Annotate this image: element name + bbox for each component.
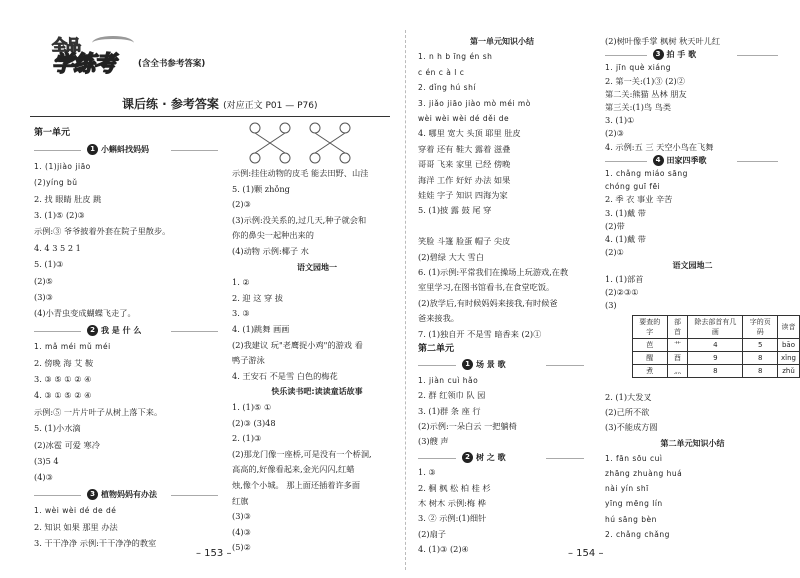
answer-line: 3. ③ bbox=[232, 308, 250, 319]
table-header-cell: 要查的字 bbox=[633, 316, 668, 339]
answer-line: 4. (1)跳舞 画画 bbox=[232, 324, 290, 334]
section-rule bbox=[605, 161, 647, 162]
banner-range: (对应正文 P01 — P76) bbox=[223, 101, 318, 111]
table-cell: 煮 bbox=[633, 365, 668, 378]
page-number-right: – 154 – bbox=[568, 548, 604, 559]
table-cell: 艹 bbox=[667, 339, 688, 352]
answer-line: (2)③ bbox=[232, 199, 251, 210]
section-heading bbox=[462, 359, 506, 370]
center-heading: 语文园地二 bbox=[672, 261, 713, 271]
answer-line: 1. jīn què xiáng bbox=[605, 63, 671, 73]
answer-line: 1. ② bbox=[232, 277, 250, 288]
section-rule bbox=[418, 365, 456, 366]
answer-line: (4)动物 示例:椰子 水 bbox=[232, 246, 309, 256]
answer-line: 1. chǎng miáo sāng bbox=[605, 169, 688, 178]
table-header-cell: 字的页码 bbox=[743, 316, 778, 339]
table-cell: bāo bbox=[777, 339, 799, 352]
answer-line: (2)③ bbox=[605, 128, 624, 139]
table-cell: 5 bbox=[743, 339, 778, 352]
unit-heading: 第二单元 bbox=[418, 344, 455, 354]
answer-line: (2)冰雹 可爱 寒冷 bbox=[34, 439, 100, 450]
answer-line: (3) bbox=[605, 300, 617, 310]
answer-line: 你的鼻尖一起种出来的 bbox=[232, 230, 314, 241]
center-divider bbox=[405, 30, 406, 570]
section-number-badge: 4 bbox=[653, 155, 664, 166]
answer-line: 5. (1)③ bbox=[34, 259, 64, 270]
table-row bbox=[633, 365, 800, 378]
answer-line: 1. n h b īng én sh bbox=[418, 52, 493, 62]
answer-line: 2. 知识 如果 那里 办法 bbox=[34, 521, 118, 532]
answer-line: (5)② bbox=[232, 542, 251, 553]
banner-title: 课后练 · 参考答案 bbox=[122, 97, 219, 111]
answer-line: 5. (1)披 露 鼓 尾 穿 bbox=[418, 205, 492, 216]
table-cell: 酉 bbox=[667, 352, 688, 365]
section-number-badge: 1 bbox=[87, 144, 98, 155]
answer-line: 1. wèi wèi dé de dé bbox=[34, 506, 117, 516]
answer-line: 穿着 还有 鞋大 露着 滋叠 bbox=[418, 143, 511, 154]
table-header-cell: 读音 bbox=[777, 316, 799, 339]
answer-line: (3)艘 声 bbox=[418, 436, 449, 447]
answer-line: wèi wèi wèi dé děi de bbox=[418, 114, 510, 123]
answer-line: 3. jiǎo jiāo jiào mò méi mò bbox=[418, 98, 531, 108]
answer-line: 2. dǐng hú shí bbox=[418, 83, 476, 93]
logo-top: 全品 bbox=[52, 36, 81, 54]
answer-line: 2. (1)大发叉 bbox=[605, 392, 652, 402]
answer-line: 6. (1)示例:平常我们在操场上玩游戏,在教 bbox=[418, 267, 569, 277]
table-cell: 醒 bbox=[633, 352, 668, 365]
answer-line: 4. 示例:五 三 天空小鸟在飞舞 bbox=[605, 141, 714, 152]
section-rule bbox=[34, 495, 81, 496]
matching-illustration bbox=[245, 118, 395, 168]
answer-line: (2)那龙门像一座桥,可是没有一个桥洞, bbox=[232, 448, 372, 459]
answer-line: 1. mǎ méi mǔ méi bbox=[34, 342, 111, 352]
answer-line: 4. ③ ① ⑤ ② ④ bbox=[34, 390, 92, 401]
answer-line: 2. chǎng chǎng bbox=[605, 529, 670, 539]
section-rule bbox=[418, 458, 456, 459]
answer-line: 笑脸 斗篷 脸蛋 帽子 尖皮 bbox=[418, 236, 511, 247]
section-heading bbox=[653, 155, 707, 166]
section-rule bbox=[34, 331, 81, 332]
answer-line: 娃娃 字子 知识 四海为家 bbox=[418, 190, 508, 200]
answer-line: (2)③ (3)48 bbox=[232, 417, 276, 428]
answer-line: 爸来接我。 bbox=[418, 313, 459, 324]
answer-line: (4)③ bbox=[34, 472, 53, 483]
answer-line: nài yín shī bbox=[605, 484, 649, 494]
answer-line: (3)不能成方圆 bbox=[605, 422, 658, 433]
answer-line: 3. (1)⑤ (2)③ bbox=[34, 210, 85, 220]
answer-line: (2)示例:一朵白云 一把躺椅 bbox=[418, 421, 517, 431]
answer-line: (2)放学后,有时候妈妈来接我,有时候爸 bbox=[418, 297, 558, 308]
answer-line: 海洋 工作 好好 办法 如果 bbox=[418, 174, 511, 185]
answer-line: 2. 第一关:(1)③ (2)② bbox=[605, 75, 685, 86]
answer-line: 4. (1)③ (2)④ bbox=[418, 544, 469, 555]
table-cell: zhǔ bbox=[777, 365, 799, 378]
answer-line: 1. (1)⑤ ① bbox=[232, 402, 272, 412]
answer-line: 烛,像个小城。 那上面还插着许多面 bbox=[232, 480, 361, 490]
answer-line: 2. 季 衣 事业 辛苦 bbox=[605, 194, 673, 205]
banner bbox=[122, 95, 317, 112]
section-title: 田家四季歌 bbox=[666, 155, 707, 165]
dictionary-table bbox=[632, 315, 800, 378]
answer-line: 4. 哪里 宽大 头顶 耶里 肚皮 bbox=[418, 128, 521, 139]
section-rule bbox=[546, 458, 584, 459]
answer-line: (3)③ bbox=[34, 292, 53, 302]
section-title: 树 之 歌 bbox=[476, 452, 506, 462]
section-heading bbox=[462, 452, 506, 463]
answer-line: zhāng zhuàng huá bbox=[605, 469, 683, 478]
table-cell: 8 bbox=[688, 365, 743, 378]
answer-line: (2)带 bbox=[605, 220, 625, 231]
answer-line: 3. ③ ⑤ ① ② ④ bbox=[34, 374, 92, 384]
answer-line: 2. 群 红领巾 队 园 bbox=[418, 390, 486, 401]
section-number-badge: 3 bbox=[87, 489, 98, 500]
answer-line: yīng mēng lín bbox=[605, 499, 663, 509]
answer-line: 红旗 bbox=[232, 495, 249, 506]
answer-line: (3)示例:没关系的,过几天,种子就会和 bbox=[232, 214, 367, 225]
table-cell: 4 bbox=[688, 339, 743, 352]
section-number-badge: 2 bbox=[462, 452, 473, 463]
answer-line: 2. 迎 这 穿 拔 bbox=[232, 292, 283, 303]
answer-line: 示例:③ 爷爷披着外套在院子里散步。 bbox=[34, 226, 171, 237]
answer-line: (2)① bbox=[605, 247, 624, 258]
answer-line: (2)扇子 bbox=[418, 528, 446, 539]
answer-line: (2)树叶像手掌 枫树 秋天叶儿红 bbox=[605, 36, 721, 46]
answer-line: 2. (1)③ bbox=[232, 433, 262, 444]
table-cell: 灬 bbox=[667, 365, 688, 378]
table-cell: 8 bbox=[743, 352, 778, 365]
answer-line: 1. (1)部首 bbox=[605, 273, 644, 284]
answer-line: c én c à l c bbox=[418, 67, 465, 77]
answer-line: (3)③ bbox=[232, 511, 251, 522]
section-rule bbox=[737, 55, 779, 56]
page-number-left: – 153 – bbox=[196, 548, 232, 559]
answer-line: 2. 找 眼睛 肚皮 跳 bbox=[34, 193, 102, 204]
answer-line: 鸭子游泳 bbox=[232, 355, 265, 366]
section-title: 植物妈妈有办法 bbox=[101, 489, 157, 499]
answer-line: 木 树木 示例:梅 桦 bbox=[418, 498, 486, 508]
unit-heading: 第一单元 bbox=[34, 128, 71, 138]
answer-line: (2)②③① bbox=[605, 286, 639, 297]
section-rule bbox=[546, 365, 584, 366]
section-number-badge: 2 bbox=[87, 325, 98, 336]
answer-line: (2)己所不欲 bbox=[605, 407, 650, 418]
answer-line: (4)小青虫变成蝴蝶飞走了。 bbox=[34, 308, 136, 319]
answer-line: 3. 干干净净 示例:干干净净的教室 bbox=[34, 538, 157, 548]
answer-line: 3. (1)① bbox=[605, 115, 635, 126]
section-rule bbox=[171, 150, 218, 151]
table-header-cell: 部首 bbox=[667, 316, 688, 339]
logo-tag: (含全书参考答案) bbox=[138, 59, 206, 69]
section-title: 场 景 歌 bbox=[476, 360, 506, 370]
answer-line: 3. (1)群 条 座 行 bbox=[418, 405, 481, 416]
answer-line: 1. ③ bbox=[418, 467, 436, 478]
answer-line: 5. (1)小水滴 bbox=[34, 423, 81, 434]
answer-line: 哥哥 飞来 家里 已经 傍晚 bbox=[418, 159, 511, 170]
section-rule bbox=[605, 55, 647, 56]
answer-line: 1. jiàn cuì hǎo bbox=[418, 375, 479, 385]
answer-line: (2)⑤ bbox=[34, 275, 53, 286]
table-cell: 9 bbox=[688, 352, 743, 365]
section-rule bbox=[34, 150, 81, 151]
logo bbox=[52, 34, 142, 77]
answer-line: (2)碧绿 大大 雪白 bbox=[418, 251, 484, 262]
answer-line: 2. 桐 枫 松 柏 桂 杉 bbox=[418, 482, 491, 493]
section-rule bbox=[737, 161, 779, 162]
section-number-badge: 1 bbox=[462, 359, 473, 370]
answer-line: 第二关:熊猫 丛林 朋友 bbox=[605, 88, 687, 99]
section-heading bbox=[87, 325, 141, 336]
answer-line: 1. fān sōu cuì bbox=[605, 453, 663, 463]
answer-line: 2. 傍晚 海 艾 鞍 bbox=[34, 357, 94, 368]
table-row bbox=[633, 339, 800, 352]
answer-line: 1. (1)jiào jiāo bbox=[34, 161, 91, 171]
answer-line: 高高的,好像看起来,金光闪闪,红蜡 bbox=[232, 464, 355, 475]
section-number-badge: 3 bbox=[653, 49, 664, 60]
table-cell: 8 bbox=[743, 365, 778, 378]
answer-line: 室里学习,在图书馆看书,在食堂吃饭。 bbox=[418, 282, 555, 293]
answer-line: 3. (1)戴 带 bbox=[605, 207, 646, 218]
section-heading bbox=[87, 489, 157, 500]
section-title: 小蝌蚪找妈妈 bbox=[101, 145, 149, 155]
section-heading bbox=[653, 49, 697, 60]
answer-line: 3. ② 示例:(1)细针 bbox=[418, 513, 487, 524]
center-heading: 第二单元知识小结 bbox=[660, 438, 725, 448]
answer-line: (2)yíng bǔ bbox=[34, 178, 78, 188]
answer-line: (3)5 4 bbox=[34, 456, 59, 466]
section-rule bbox=[171, 331, 218, 332]
table-header-cell: 除去部首有几画 bbox=[688, 316, 743, 339]
plant-icon bbox=[250, 123, 350, 163]
section-heading bbox=[87, 144, 149, 155]
answer-line: hú sāng bèn bbox=[605, 514, 657, 524]
answer-line: (4)③ bbox=[232, 526, 251, 537]
answer-line: 5. (1)颗 zhǒng bbox=[232, 183, 290, 194]
center-heading: 快乐读书吧:读读童话故事 bbox=[271, 387, 363, 397]
section-title: 拍 手 歌 bbox=[666, 50, 697, 60]
answer-line: 4. (1)戴 带 bbox=[605, 234, 646, 244]
answer-line: chóng guī fēi bbox=[605, 182, 661, 192]
table-cell: 芭 bbox=[633, 339, 668, 352]
table-cell: xǐng bbox=[777, 352, 799, 365]
answer-line: (2)我建议 玩"老鹰捉小鸡"的游戏 看 bbox=[232, 339, 363, 350]
table-row bbox=[633, 352, 800, 365]
section-rule bbox=[171, 495, 218, 496]
answer-line: 示例:⑤ 一片片叶子从树上落下来。 bbox=[34, 406, 163, 417]
banner-rule bbox=[30, 116, 390, 117]
answer-line: 4. 王安石 不是雪 白色的梅花 bbox=[232, 370, 338, 381]
center-heading: 第一单元知识小结 bbox=[470, 37, 534, 46]
answer-line: 第三关:(1)鸟 鸟类 bbox=[605, 102, 672, 112]
answer-line: 4. 4 3 5 2 1 bbox=[34, 242, 81, 253]
center-heading: 语文园地一 bbox=[297, 262, 337, 272]
logo-main: 学练考 bbox=[52, 52, 116, 77]
answer-line: 7. (1)独自开 不是雪 暗香来 (2)① bbox=[418, 328, 542, 339]
section-title: 我 是 什 么 bbox=[101, 325, 142, 335]
answer-line: 示例:挂住动物的皮毛 能去田野、山洼 bbox=[232, 168, 369, 178]
